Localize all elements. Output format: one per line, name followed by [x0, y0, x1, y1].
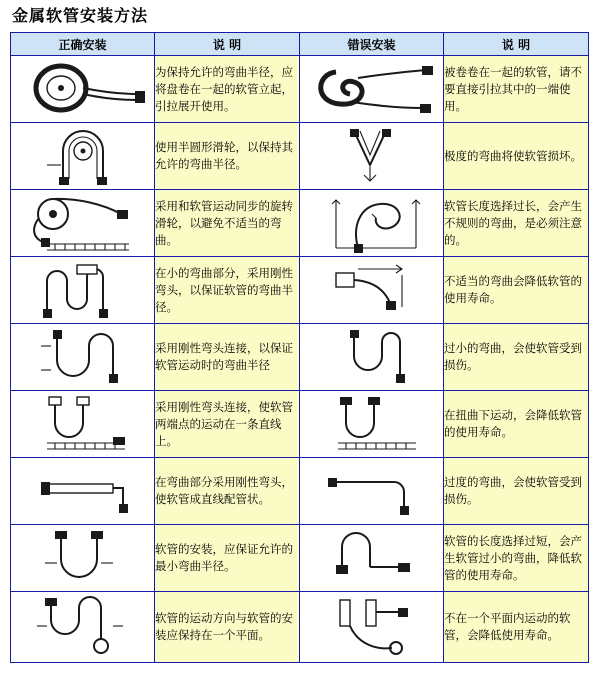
figure-rigid-elbows-both-ends-straight-line — [11, 391, 155, 458]
table-row — [11, 458, 589, 525]
figure-hose-sharp-v-bend — [300, 123, 444, 190]
header-wrong-install: 错误安装 — [300, 33, 444, 56]
figure-hose-with-rotating-sheave-and-chain — [11, 190, 155, 257]
table-row — [11, 525, 589, 592]
figure-improper-tight-bend-at-fitting — [300, 257, 444, 324]
header-correct-install: 正确安装 — [11, 33, 155, 56]
description-correct: 采用刚性弯头连接，以保证软管运动时的弯曲半径 — [155, 324, 300, 391]
description-wrong: 过度的弯曲，会使软管受到损伤。 — [444, 458, 589, 525]
figure-hose-over-semicircular-sheave — [11, 123, 155, 190]
description-wrong: 不适当的弯曲会降低软管的使用寿命。 — [444, 257, 589, 324]
table-row — [11, 190, 589, 257]
figure-hose-motion-out-of-plane — [300, 592, 444, 663]
description-wrong: 不在一个平面内运动的软管，会降低使用寿命。 — [444, 592, 589, 663]
description-correct: 软管的安装，应保证允许的最小弯曲半径。 — [155, 525, 300, 592]
description-wrong: 被卷卷在一起的软管，请不要直接引拉其中的一端使用。 — [444, 56, 589, 123]
description-correct: 采用和软管运动同步的旋转滑轮，以避免不适当的弯曲。 — [155, 190, 300, 257]
figure-rigid-elbow-at-small-bend — [11, 257, 155, 324]
table-row — [11, 391, 589, 458]
description-correct: 为保持允许的弯曲半径，应将盘卷在一起的软管立起，引拉展开使用。 — [155, 56, 300, 123]
description-correct: 使用半圆形滑轮，以保持其允许的弯曲半径。 — [155, 123, 300, 190]
figure-hose-motion-same-plane — [11, 592, 155, 663]
description-wrong: 过小的弯曲，会使软管受到损伤。 — [444, 324, 589, 391]
figure-coiled-hose-pulled-straight — [300, 56, 444, 123]
figure-hose-minimum-bend-radius-u — [11, 525, 155, 592]
installation-methods-table — [10, 32, 589, 663]
figure-rigid-elbow-straight-piping — [11, 458, 155, 525]
header-correct-description: 说 明 — [155, 33, 300, 56]
figure-coiled-hose-on-reel — [11, 56, 155, 123]
description-wrong: 在扭曲下运动，会降低软管的使用寿命。 — [444, 391, 589, 458]
description-correct: 在弯曲部分采用刚性弯头，使软管成直线配管状。 — [155, 458, 300, 525]
figure-over-bent-hose-at-corner — [300, 458, 444, 525]
page-title: 金属软管安装方法 — [12, 6, 149, 25]
description-wrong: 软管的长度选择过短，会产生软管过小的弯曲，降低软管的使用寿命。 — [444, 525, 589, 592]
figure-hose-too-long-irregular-loop — [300, 190, 444, 257]
figure-hose-twisted-in-motion — [300, 391, 444, 458]
description-wrong: 极度的弯曲将使软管损坏。 — [444, 123, 589, 190]
description-correct: 软管的运动方向与软管的安装应保持在一个平面。 — [155, 592, 300, 663]
description-correct: 采用刚性弯头连接，使软管两端点的运动在一条直线上。 — [155, 391, 300, 458]
figure-rigid-elbow-u-loop-moving — [11, 324, 155, 391]
description-correct: 在小的弯曲部分，采用刚性弯头，以保证软管的弯曲半径。 — [155, 257, 300, 324]
figure-hose-too-long-small-bend — [300, 525, 444, 592]
table-row — [11, 592, 589, 663]
figure-too-small-bend-radius-loop — [300, 324, 444, 391]
header-wrong-description: 说 明 — [444, 33, 589, 56]
table-row — [11, 123, 589, 190]
table-row — [11, 257, 589, 324]
table-header-row — [11, 33, 589, 56]
table-row — [11, 56, 589, 123]
description-wrong: 软管长度选择过长，会产生不规则的弯曲，是必须注意的。 — [444, 190, 589, 257]
table-row — [11, 324, 589, 391]
